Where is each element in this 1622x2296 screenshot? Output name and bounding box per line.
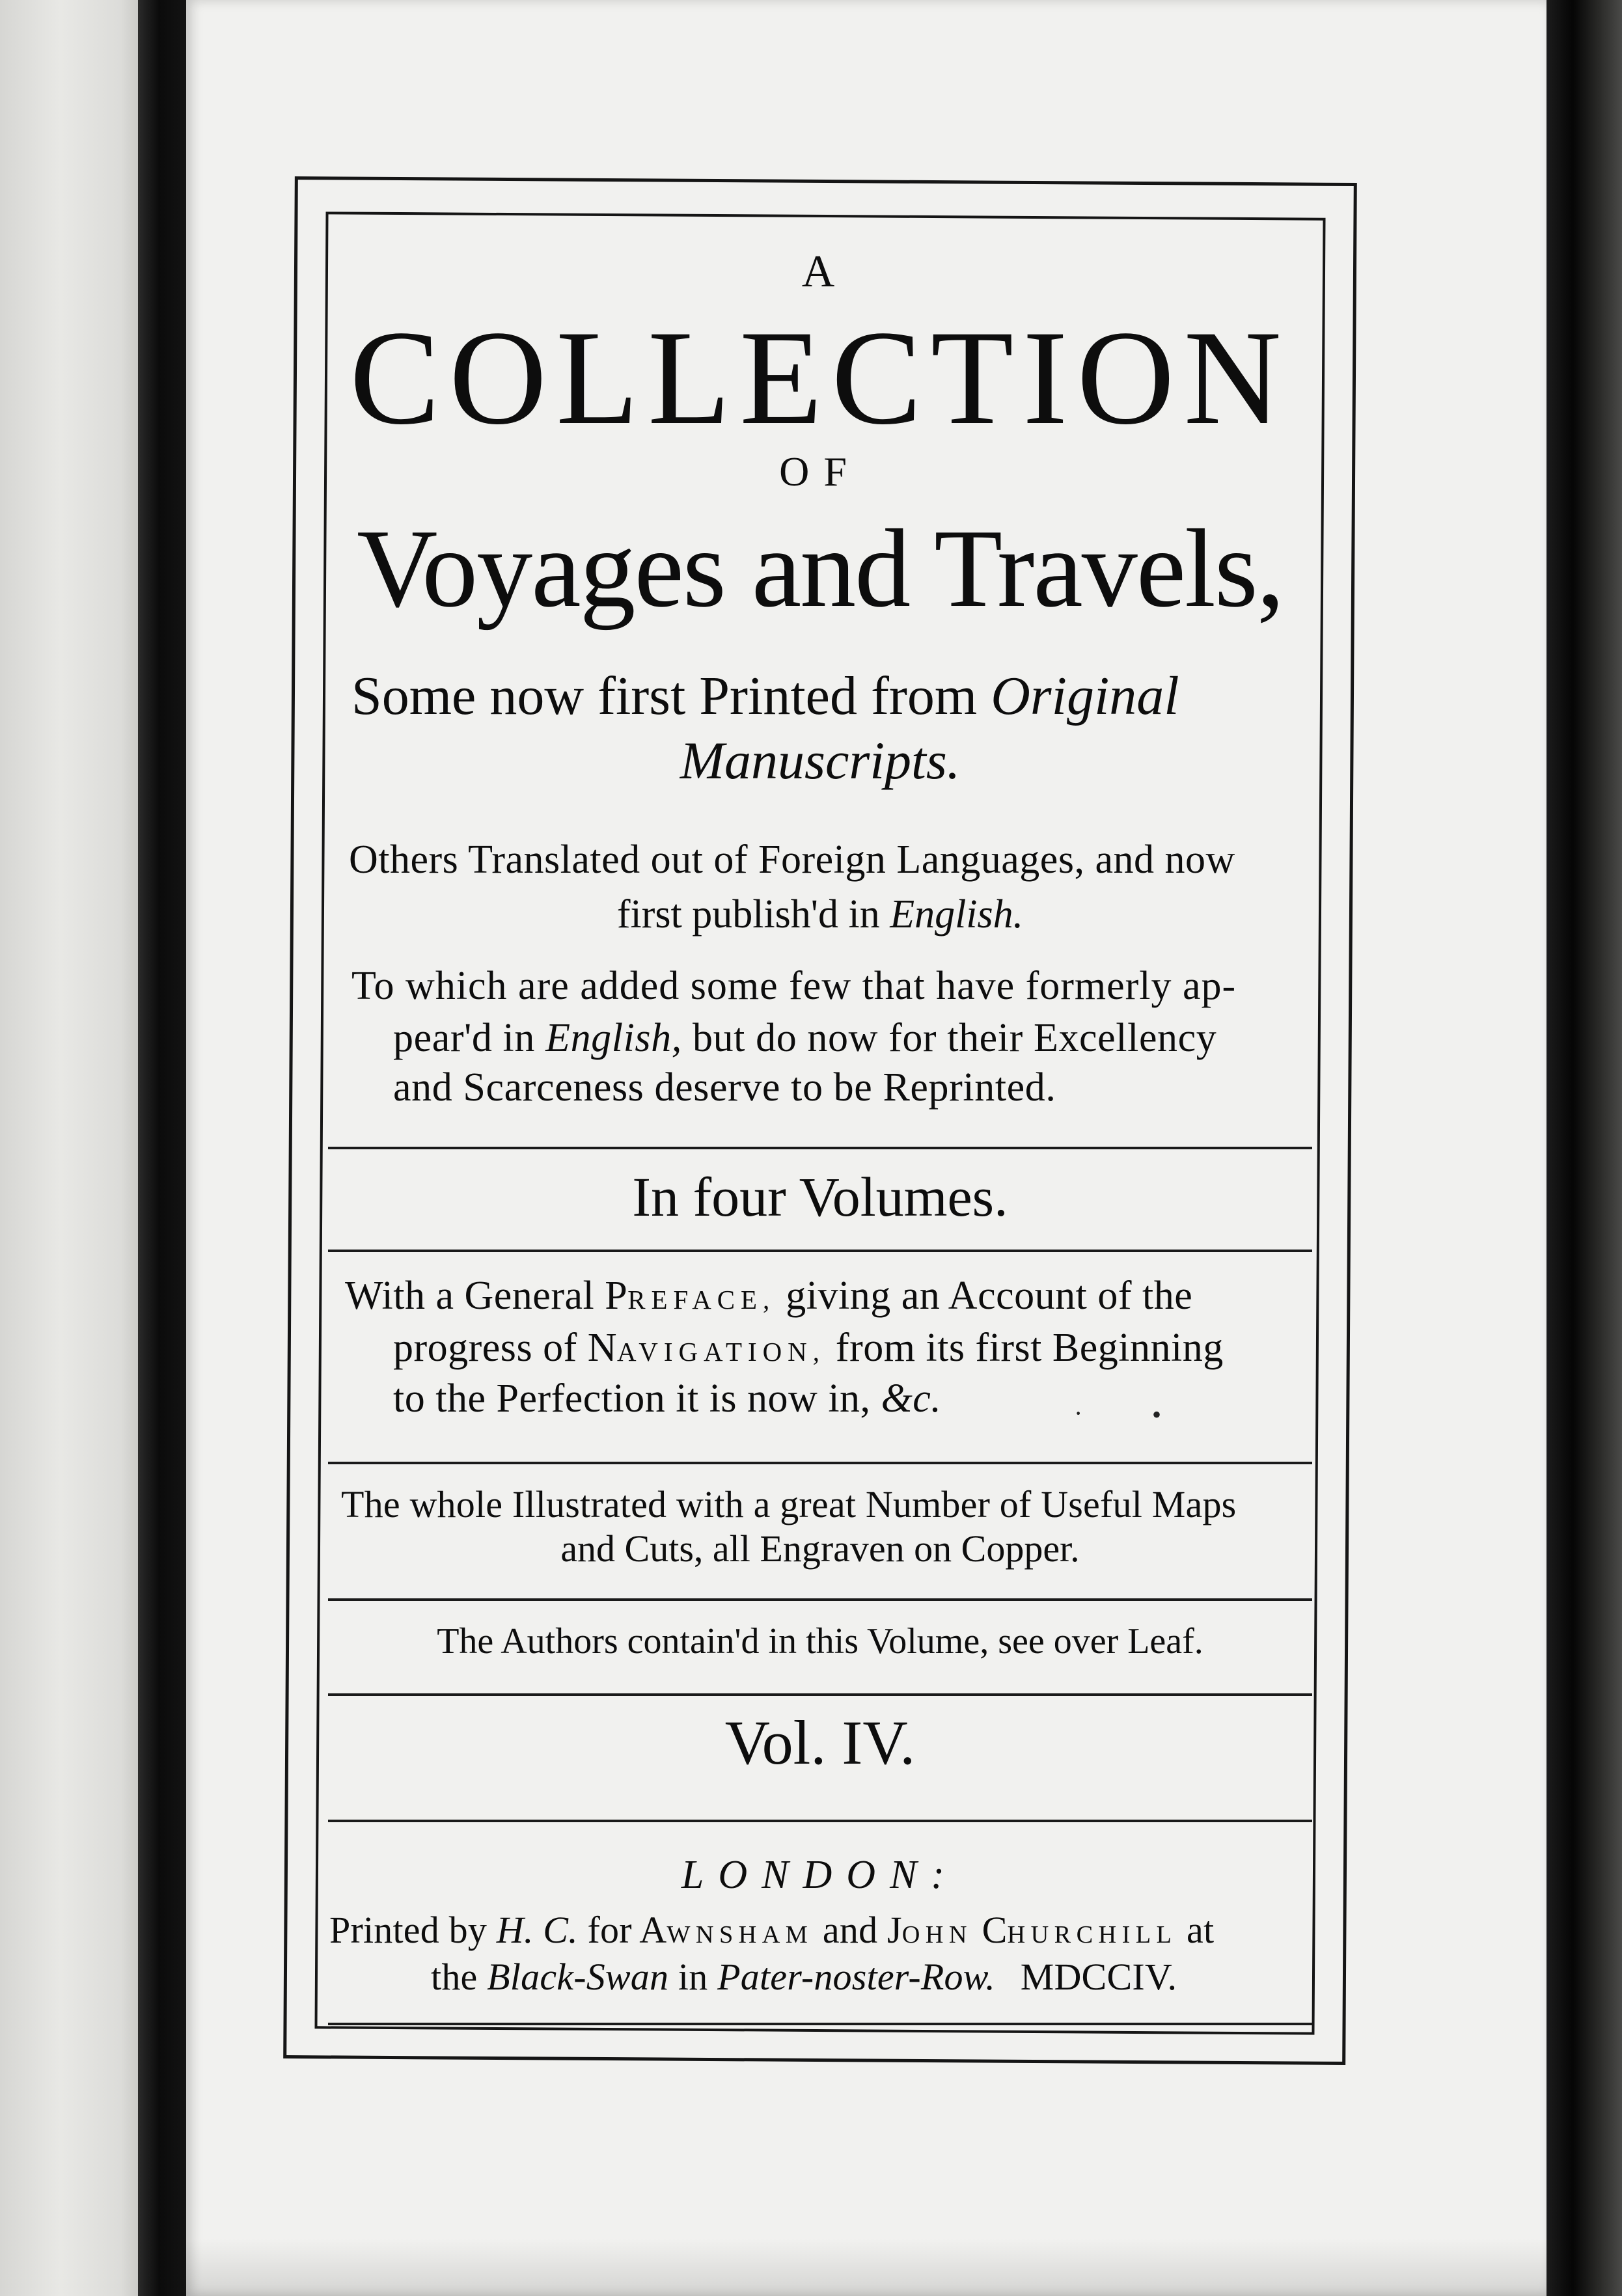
preface-word bbox=[605, 1274, 775, 1318]
added-line-2-text-c: but do now for their Excellency bbox=[692, 1016, 1217, 1060]
churchill-smallcaps: HURCHILL bbox=[1007, 1921, 1177, 1948]
ink-blot-mark-2: • bbox=[1152, 1400, 1162, 1429]
imprint-churchill bbox=[982, 1909, 1177, 1951]
imprint-awnsham bbox=[639, 1909, 813, 1951]
title-collection: COLLECTION bbox=[350, 303, 1291, 452]
page-edge-shadow bbox=[1546, 0, 1622, 2296]
imprint-year: MDCCIV. bbox=[1020, 1956, 1177, 1998]
churchill-initial: C bbox=[982, 1909, 1008, 1951]
imprint-in: in bbox=[678, 1956, 708, 1998]
navigation-smallcaps: AVIGATION, bbox=[617, 1337, 825, 1367]
preface-line-2-text-a: progress of bbox=[393, 1326, 577, 1370]
imprint-pater-noster-row: Pater-noster-Row. bbox=[717, 1956, 995, 1998]
others-translated-english: English. bbox=[890, 892, 1024, 936]
preface-line-2 bbox=[393, 1325, 1224, 1371]
subtitle-some-now-first-printed bbox=[351, 666, 1315, 726]
imprint-line-2 bbox=[431, 1955, 1177, 1999]
authors-see-over-leaf: The Authors contain'd in this Volume, see over Leaf. bbox=[437, 1621, 1203, 1661]
preface-line-3 bbox=[393, 1376, 941, 1422]
imprint-and: and bbox=[822, 1909, 878, 1951]
preface-etc: &c. bbox=[881, 1376, 942, 1421]
preface-line-1-text-c: giving an Account of the bbox=[786, 1274, 1193, 1318]
others-translated-line-2 bbox=[320, 892, 1320, 938]
preface-initial: P bbox=[605, 1274, 628, 1318]
illustrated-line-2: and Cuts, all Engraven on Copper. bbox=[560, 1527, 1080, 1570]
john-initial: J bbox=[887, 1909, 902, 1951]
subtitle-manuscripts-text: Manuscripts. bbox=[680, 731, 961, 790]
john-smallcaps: OHN bbox=[901, 1921, 972, 1948]
rule-3 bbox=[328, 1462, 1312, 1464]
added-line-2 bbox=[393, 1015, 1216, 1061]
others-translated-line-1: Others Translated out of Foreign Languages, and now bbox=[349, 838, 1235, 882]
rule-1 bbox=[328, 1147, 1312, 1149]
imprint-the: the bbox=[431, 1956, 478, 1998]
preface-line-1 bbox=[345, 1273, 1192, 1319]
imprint-john bbox=[887, 1909, 972, 1951]
imprint-black-swan: Black-Swan bbox=[487, 1956, 669, 1998]
imprint-at: at bbox=[1187, 1909, 1215, 1951]
added-line-2-text-a: pear'd in bbox=[393, 1016, 535, 1060]
volume-number: Vol. IV. bbox=[724, 1708, 916, 1777]
added-line-1: To which are added some few that have formerly ap- bbox=[351, 964, 1237, 1008]
awnsham-initial: A bbox=[639, 1909, 667, 1951]
in-four-volumes: In four Volumes. bbox=[632, 1166, 1008, 1228]
imprint-printed-by: Printed by bbox=[329, 1909, 488, 1951]
rule-6 bbox=[328, 1820, 1312, 1822]
illustrated-line-1: The whole Illustrated with a great Number of Useful Maps bbox=[341, 1483, 1237, 1525]
imprint-line-1 bbox=[329, 1908, 1214, 1952]
subtitle-original-text: Original bbox=[991, 666, 1179, 726]
article-a: A bbox=[801, 247, 839, 297]
added-line-2-english: English, bbox=[545, 1016, 682, 1060]
subtitle-manuscripts bbox=[320, 731, 1320, 790]
imprint-printer-initials: H. C. bbox=[496, 1909, 578, 1951]
rule-5 bbox=[328, 1693, 1312, 1696]
rule-2 bbox=[328, 1250, 1312, 1252]
navigation-word bbox=[588, 1326, 825, 1370]
preface-smallcaps: REFACE, bbox=[627, 1285, 776, 1315]
subtitle-some-now-text: Some now first Printed from bbox=[351, 666, 978, 726]
navigation-initial: N bbox=[587, 1326, 617, 1370]
imprint-for: for bbox=[587, 1909, 632, 1951]
title-of: OF bbox=[779, 448, 861, 495]
facing-page-edge bbox=[0, 0, 151, 2296]
others-translated-line-2-text: first publish'd in bbox=[616, 892, 880, 936]
ink-blot-mark: · bbox=[1074, 1399, 1083, 1428]
preface-line-2-text-c: from its first Beginning bbox=[835, 1326, 1224, 1370]
imprint-city: LONDON: bbox=[681, 1853, 959, 1897]
page-bottom-shadow bbox=[186, 2239, 1546, 2296]
rule-4 bbox=[328, 1598, 1312, 1601]
awnsham-smallcaps: WNSHAM bbox=[667, 1921, 814, 1948]
added-line-3: and Scarceness deserve to be Reprinted. bbox=[393, 1065, 1056, 1110]
preface-line-1-text-a: With a General bbox=[345, 1274, 595, 1318]
rule-bottom bbox=[328, 2023, 1312, 2025]
book-gutter bbox=[138, 0, 191, 2296]
preface-line-3-text-a: to the Perfection it is now in, bbox=[393, 1376, 871, 1421]
title-voyages-and-travels: Voyages and Travels, bbox=[357, 507, 1284, 631]
